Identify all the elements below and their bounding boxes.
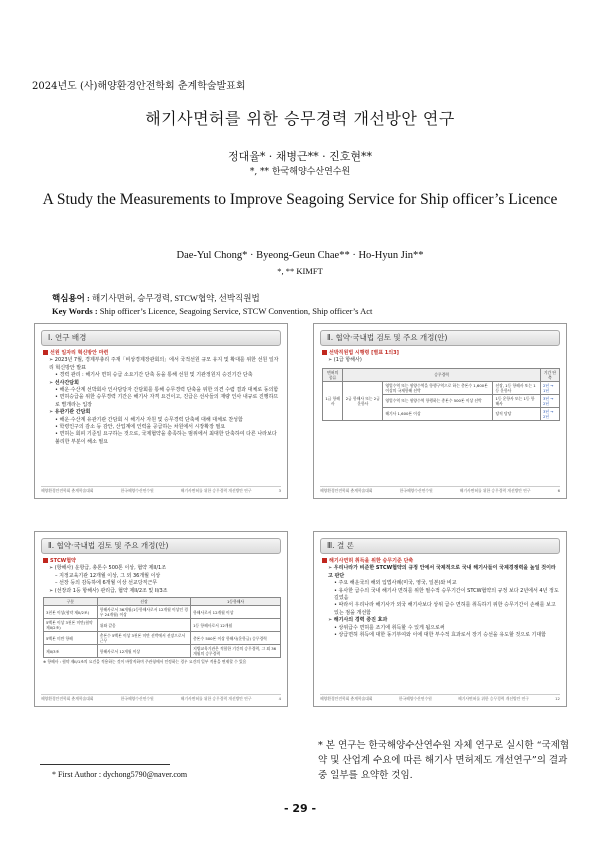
slide-bullet: ➢ (1급 항해사) bbox=[328, 357, 362, 364]
table-row: 5백톤 이상 3천톤 미만(협약 제II/2조) 위와 같음 1등 항해사로서 12개월 bbox=[44, 619, 281, 632]
slide-bullet: • 해운·수산계 유관기관 간담회 시 해기사 자원 및 승무경력 단축에 대해 대체로 찬성함 bbox=[55, 416, 243, 423]
slide-header: Ⅱ. 협약·국내법 검토 및 주요 개정(안) bbox=[41, 538, 281, 554]
service-table: 면허의 종류 승무경력 기간 단축 1급 항해사 2급 항해사 또는 2급 운항사 영업수역 또는 원양수역을 항행구역으로 하는 총톤수 1,600톤 이상의 국제항해 선박 선장, 1등 항해사 또는 1등 운항사 2년 → 1년 영업수역 또는 원양수역 항행하는 총톤수 500톤 이상 선박 1등 운항사 또는 1등 항해사 3년 → 2년 해기사 1,600톤 이상 당직 담당 3년 → 2년 bbox=[322, 368, 560, 421]
slide-header: Ⅱ. 협약·국내법 검토 및 주요 개정(안) bbox=[320, 330, 560, 346]
slide-bullet: • 학령인구의 감소 등 감안, 산업계에 인력을 공급하는 차원에서 시장확장 필요 bbox=[55, 424, 226, 431]
slide-footer: 해양환경안전학회 춘계학술대회 한국해양수산연수원 해기사면허를 위한 승무경력 개선방안 연구 12 bbox=[320, 696, 560, 701]
authors-korean: 정대율* · 채병근** · 진호현** bbox=[227, 150, 373, 163]
keywords-english bbox=[52, 306, 372, 316]
slide-bullet: • 면허는 회피 기준일 요구하는 것으로, 국제협약을 충족하는 범위에서 최대한 단축하여 다른 나라보다 불리한 부분이 해소 필요 bbox=[55, 431, 277, 445]
slide-law-review-table bbox=[313, 323, 567, 499]
slide-body bbox=[322, 558, 560, 639]
slide-footer: 해양환경안전학회 춘계학술대회 한국해양수산연수원 해기사면허를 위한 승무경력 개선방안 연구 3 bbox=[41, 488, 281, 493]
slide-footer: 해양환경안전학회 춘계학술대회 한국해양수산연수원 해기사면허를 위한 승무경력 개선방안 연구 4 bbox=[41, 696, 281, 701]
slide-body bbox=[43, 350, 281, 446]
slide-bullet: • 따라서 우리나라 해기사가 외국 해기사보다 상위 급수 면허를 취득하기 위한 승무기간이 손해를 보고 있는 점을 개선함 bbox=[334, 602, 556, 616]
table-row: 1급 항해사 2급 항해사 또는 2급 운항사 영업수역 또는 원양수역을 항행구역으로 하는 총톤수 1,600톤 이상의 국제항해 선박 선장, 1등 항해사 또는 1등 운항사 2년 → 1년 bbox=[323, 381, 560, 394]
table-row: 제II/3조 항해사로서 12개월 이상 지방교육기관은 적합한 기간의 승무경력, 그 외 36개월의 승무경력 bbox=[44, 645, 281, 658]
stcw-table: 구분 선장 1등항해사 3천톤 이상(협약 제II/2조) 항해사로서 36개월(1등항해사로서 12개월 이상인 경우 24개월) 이상 항해사로서 12개월 이상 5백톤 이상 3천톤 미만(협약 제II/2조) 위와 같음 1등 항해사로서 12개월 5백톤 미만 항해 총톤수 5백톤 이상 3천톤 미만 선박에서 선장으로서 근무 총톤수 500톤 이상 항해사(운항급) 승무경력 제II/3조 항해사로서 12개월 이상 지방교육기관은 적합한 기간의 승무경력, 그 외 36개월의 승무경력 bbox=[43, 597, 281, 658]
footnote-divider bbox=[40, 764, 170, 765]
conference-header: 2024년도 (사)해양환경안전학회 춘계학술발표회 bbox=[32, 81, 246, 92]
slide-body bbox=[43, 558, 281, 664]
slide-bullet: – 선장 등의 감독하에 6개월 이상 선교당직근무 bbox=[55, 580, 158, 587]
slide-header: Ⅲ. 결 론 bbox=[320, 538, 560, 554]
table-note: ※ 항해사 : 협약 제II/1조의 요건을 적용하는 것이 바람직하며 주관청에서 인정하는 경우 요건의 일부 적용을 면제할 수 있음 bbox=[43, 659, 247, 665]
slide-bullet: – 지정교육기관 12개월 이상, 그 외 36개월 이상 bbox=[55, 572, 161, 579]
title-english: A Study the Measurements to Improve Seagoing Service for Ship officer’s Licence bbox=[42, 191, 558, 208]
slide-bullet: ➢ 선사간담회 bbox=[49, 379, 79, 386]
table-row: 5백톤 미만 항해 총톤수 5백톤 이상 3천톤 미만 선박에서 선장으로서 근무 총톤수 500톤 이상 항해사(운항급) 승무경력 bbox=[44, 632, 281, 645]
title-korean: 해기사면허를 위한 승무경력 개선방안 연구 bbox=[145, 109, 455, 128]
slide-bullet: ➢ 해기사의 경력 증진 효과 bbox=[328, 617, 388, 624]
table-row: 해기사 1,600톤 이상 당직 담당 3년 → 2년 bbox=[323, 407, 560, 420]
slide-bullet: ➢ 우리나라가 비준한 STCW협약의 규정 안에서 국제적으로 국내 해기사들이 국제경쟁력을 높일 것이라고 판단 bbox=[328, 565, 556, 579]
keywords-english-text: Ship officer’s Licence, Seagoing Service, STCW Convention, Ship officer’s Act bbox=[99, 306, 373, 316]
slide-footer: 해양환경안전학회 춘계학술대회 한국해양수산연수원 해기사면허를 위한 승무경력 개선방안 연구 6 bbox=[320, 488, 560, 493]
slide-bullet: ➢ 유관기관 간담회 bbox=[49, 409, 91, 416]
table-row: 3천톤 이상(협약 제II/2조) 항해사로서 36개월(1등항해사로서 12개월 이상인 경우 24개월) 이상 항해사로서 12개월 이상 bbox=[44, 606, 281, 619]
keywords-korean-label: 핵심용어 : bbox=[52, 293, 90, 303]
affiliation-korean: *, ** 한국해양수산연수원 bbox=[249, 167, 351, 177]
authors-english: Dae-Yul Chong* · Byeong-Geun Chae** · Ho-Hyun Jin** bbox=[176, 250, 424, 261]
slide-bullet-heading: STCW협약 bbox=[43, 558, 281, 565]
slide-bullet: ➢ 2023년 7월, 경제부총리 주재「비상경제장관회의」에서 국적선원 규모 유지 및 확대를 위한 선원 일자리 혁신방안 발표 bbox=[49, 357, 279, 371]
keywords-korean-text: 해기사면허, 승무경력, STCW협약, 선박직원법 bbox=[91, 293, 260, 303]
slide-bullet: • 해운·수산계 선박회사 인사담당자 간담회를 통해 승무경력 단축을 위한 의견 수렴 결과 대체로 동의함 bbox=[55, 387, 279, 394]
footnote-author: * First Author : dychong5790@naver.com bbox=[52, 770, 188, 779]
slide-bullet: • 경력 관리 : 해기사 면허 승급 소요기간 단축 등을 통해 선원 및 기관정원지 승진기간 단축 bbox=[55, 372, 253, 379]
slide-body bbox=[322, 350, 560, 421]
affiliation-english: *, ** KIMFT bbox=[277, 266, 323, 276]
slide-bullet: ➢ (항해사) 운항급, 총톤수 500톤 이상, 협약 제II/1조 bbox=[49, 565, 167, 572]
slide-bullet-heading: 해기사면허 취득을 위한 승무기준 단축 bbox=[322, 558, 560, 565]
keywords-english-label: Key Words : bbox=[52, 306, 98, 316]
table-row: 영업수역 또는 원양수역 항행하는 총톤수 500톤 이상 선박 1등 운항사 또는 1등 항해사 3년 → 2년 bbox=[323, 394, 560, 407]
slide-bullet-heading: 선박직원법 시행령 [별표 1의3] bbox=[322, 350, 560, 357]
keywords-korean bbox=[52, 292, 260, 304]
slide-conclusion bbox=[313, 531, 567, 707]
slide-bullet: • 상위급수 면허를 조기에 취득할 수 있게 됨으로써 bbox=[334, 624, 445, 631]
slide-header: Ⅰ. 연구 배경 bbox=[41, 330, 281, 346]
slide-bullet: • 주요 해운국의 해외 입법사례(미국, 영국, 일본)와 비교 bbox=[334, 580, 457, 587]
slide-bullet: ➢ (선장과 1등 항해사) 관리급, 협약 제II/2조 및 II/3조 bbox=[49, 587, 168, 594]
research-note: * 본 연구는 한국해양수산연수원 자체 연구로 실시한 “국제협약 및 산업계 수요에 따른 해기사 면허제도 개선연구”의 결과 중 일부를 요약한 것임. bbox=[318, 740, 569, 781]
page-number: - 29 - bbox=[283, 802, 317, 815]
slide-stcw-convention bbox=[34, 531, 288, 707]
slide-bullet: • 유사한 급수의 국내 해기사 면허를 위한 필수적 승무기간이 STCW협약의 규정 보다 2년에서 4년 정도 길었음 bbox=[334, 587, 559, 602]
slide-bullet: • 상급면허 취득에 대한 동기부여와 이에 대한 부수적 효과로서 장기 승선을 유도할 것으로 기대함 bbox=[334, 632, 546, 639]
slide-bullet: • 면허승급을 위한 승무경력 기간은 해기사 자격 요건이고, 진급은 선사들의 재량 인사 내규로 진행하므로 별개라는 입장 bbox=[55, 394, 279, 408]
slide-research-background bbox=[34, 323, 288, 499]
slide-bullet-heading: 선원 일자리 혁신방안 마련 bbox=[43, 350, 281, 357]
